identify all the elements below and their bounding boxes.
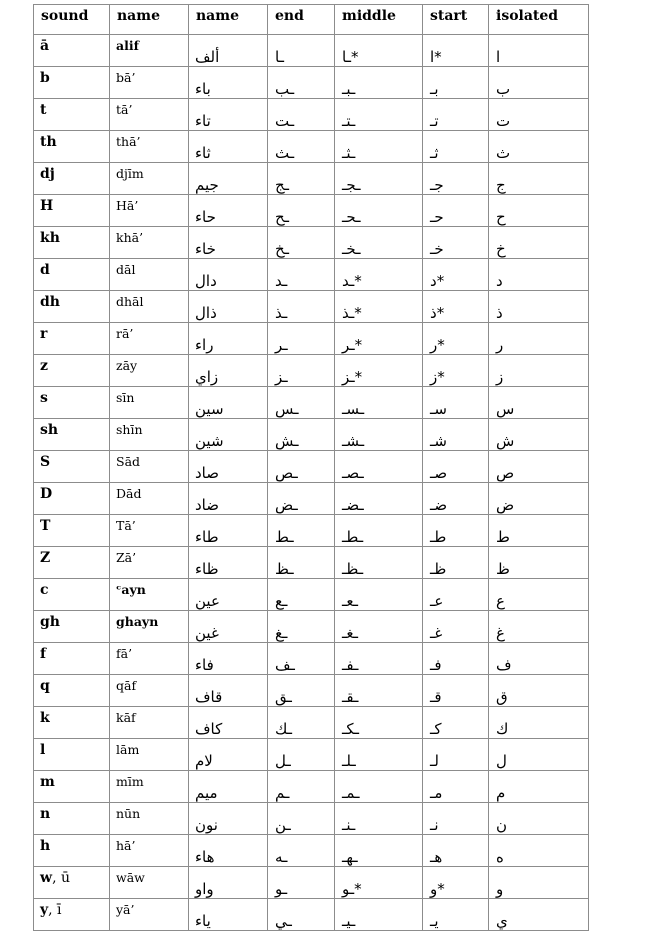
cell-start-form: تـ — [423, 99, 489, 131]
cell-name: thā’ — [110, 131, 189, 163]
cell-isolated-form: ح — [489, 195, 589, 227]
cell-name: nūn — [110, 803, 189, 835]
cell-isolated-form: و — [489, 867, 589, 899]
sound-letter: b — [40, 70, 50, 86]
cell-middle-form: ـغـ — [335, 611, 423, 643]
cell-sound — [34, 355, 110, 387]
table-row — [34, 451, 589, 483]
table-row — [34, 547, 589, 579]
cell-middle-form: ـمـ — [335, 771, 423, 803]
cell-isolated-form: د — [489, 259, 589, 291]
table-row — [34, 131, 589, 163]
cell-end-form: ـذ — [268, 291, 335, 323]
cell-arabic-name: شين — [189, 419, 268, 451]
sound-letter: t — [40, 102, 47, 118]
cell-end-form: ـع — [268, 579, 335, 611]
header-end: end — [268, 5, 335, 35]
cell-isolated-form: ت — [489, 99, 589, 131]
sound-letter: n — [40, 806, 51, 822]
cell-start-form: ظـ — [423, 547, 489, 579]
table-row — [34, 835, 589, 867]
header-middle: middle — [335, 5, 423, 35]
cell-middle-form: ـصـ — [335, 451, 423, 483]
cell-end-form: ـث — [268, 131, 335, 163]
cell-name: yā’ — [110, 899, 189, 931]
sound-letter: D — [40, 486, 53, 502]
cell-arabic-name: ضاد — [189, 483, 268, 515]
cell-middle-form: ـقـ — [335, 675, 423, 707]
cell-name: djīm — [110, 163, 189, 195]
table-row — [34, 195, 589, 227]
cell-sound — [34, 867, 110, 899]
cell-start-form: شـ — [423, 419, 489, 451]
sound-letter: S — [40, 454, 51, 470]
cell-sound — [34, 771, 110, 803]
table-row — [34, 99, 589, 131]
sound-letter: kh — [40, 230, 60, 246]
cell-middle-form: ـز* — [335, 355, 423, 387]
header-start: start — [423, 5, 489, 35]
cell-middle-form: ـثـ — [335, 131, 423, 163]
cell-start-form: هـ — [423, 835, 489, 867]
cell-arabic-name: باء — [189, 67, 268, 99]
cell-end-form: ـظ — [268, 547, 335, 579]
cell-sound — [34, 547, 110, 579]
cell-isolated-form: ا — [489, 35, 589, 67]
cell-isolated-form: ث — [489, 131, 589, 163]
cell-middle-form: ـر* — [335, 323, 423, 355]
cell-arabic-name: هاء — [189, 835, 268, 867]
table-row — [34, 707, 589, 739]
cell-middle-form: ـو* — [335, 867, 423, 899]
cell-arabic-name: جيم — [189, 163, 268, 195]
cell-arabic-name: ذال — [189, 291, 268, 323]
cell-isolated-form: ز — [489, 355, 589, 387]
cell-sound — [34, 99, 110, 131]
cell-end-form: ـن — [268, 803, 335, 835]
cell-start-form: حـ — [423, 195, 489, 227]
cell-middle-form: ـفـ — [335, 643, 423, 675]
cell-sound — [34, 739, 110, 771]
cell-arabic-name: عين — [189, 579, 268, 611]
sound-letter: w — [40, 870, 53, 886]
cell-sound — [34, 323, 110, 355]
cell-name: bā’ — [110, 67, 189, 99]
cell-sound — [34, 35, 110, 67]
cell-middle-form: ـسـ — [335, 387, 423, 419]
cell-arabic-name: طاء — [189, 515, 268, 547]
table-row — [34, 419, 589, 451]
cell-start-form: نـ — [423, 803, 489, 835]
header-row — [34, 5, 589, 35]
cell-end-form: ـد — [268, 259, 335, 291]
table-row — [34, 899, 589, 931]
arabic-alphabet-table — [33, 4, 589, 931]
sound-letter: c — [40, 582, 49, 598]
cell-name: ᶜayn — [110, 579, 189, 611]
table-row — [34, 515, 589, 547]
cell-name: kāf — [110, 707, 189, 739]
cell-end-form: ـر — [268, 323, 335, 355]
cell-start-form: ذ* — [423, 291, 489, 323]
sound-letter: m — [40, 774, 55, 790]
cell-name: alif — [110, 35, 189, 67]
cell-start-form: عـ — [423, 579, 489, 611]
cell-isolated-form: ب — [489, 67, 589, 99]
cell-name: Zā’ — [110, 547, 189, 579]
sound-letter: dh — [40, 294, 60, 310]
cell-sound — [34, 291, 110, 323]
cell-isolated-form: ش — [489, 419, 589, 451]
table-row — [34, 739, 589, 771]
cell-start-form: يـ — [423, 899, 489, 931]
sound-letter: k — [40, 710, 50, 726]
table-row — [34, 355, 589, 387]
cell-middle-form: ـيـ — [335, 899, 423, 931]
sound-letter: s — [40, 390, 48, 406]
cell-start-form: ضـ — [423, 483, 489, 515]
cell-name: ghayn — [110, 611, 189, 643]
cell-end-form: ـب — [268, 67, 335, 99]
cell-name: fā’ — [110, 643, 189, 675]
cell-name: tā’ — [110, 99, 189, 131]
cell-middle-form: ـهـ — [335, 835, 423, 867]
cell-sound — [34, 67, 110, 99]
cell-end-form: ـق — [268, 675, 335, 707]
table-row — [34, 483, 589, 515]
table-row — [34, 291, 589, 323]
cell-end-form: ـف — [268, 643, 335, 675]
cell-name: khā’ — [110, 227, 189, 259]
header-name: name — [110, 5, 189, 35]
cell-arabic-name: ياء — [189, 899, 268, 931]
cell-arabic-name: تاء — [189, 99, 268, 131]
cell-middle-form: ـعـ — [335, 579, 423, 611]
cell-arabic-name: دال — [189, 259, 268, 291]
sound-long-vowel: , ū — [52, 870, 70, 886]
cell-end-form: ـج — [268, 163, 335, 195]
cell-start-form: كـ — [423, 707, 489, 739]
cell-end-form: ـح — [268, 195, 335, 227]
cell-isolated-form: ل — [489, 739, 589, 771]
cell-middle-form: ـخـ — [335, 227, 423, 259]
cell-middle-form: ـضـ — [335, 483, 423, 515]
cell-arabic-name: ظاء — [189, 547, 268, 579]
cell-start-form: بـ — [423, 67, 489, 99]
cell-middle-form: ـكـ — [335, 707, 423, 739]
sound-long-vowel: , ī — [48, 902, 62, 918]
cell-sound — [34, 195, 110, 227]
sound-letter: r — [40, 326, 48, 342]
cell-sound — [34, 419, 110, 451]
cell-middle-form: ـتـ — [335, 99, 423, 131]
sound-letter: d — [40, 262, 50, 278]
sound-letter: Z — [40, 550, 51, 566]
cell-name: dhāl — [110, 291, 189, 323]
cell-sound — [34, 131, 110, 163]
cell-start-form: سـ — [423, 387, 489, 419]
sound-letter: h — [40, 838, 51, 854]
cell-arabic-name: حاء — [189, 195, 268, 227]
cell-end-form: ـخ — [268, 227, 335, 259]
table-row — [34, 803, 589, 835]
cell-start-form: فـ — [423, 643, 489, 675]
cell-middle-form: ـنـ — [335, 803, 423, 835]
cell-end-form: ـل — [268, 739, 335, 771]
cell-arabic-name: سين — [189, 387, 268, 419]
sound-letter: th — [40, 134, 57, 150]
header-isolated: isolated — [489, 5, 589, 35]
cell-name: zāy — [110, 355, 189, 387]
cell-start-form: مـ — [423, 771, 489, 803]
cell-sound — [34, 899, 110, 931]
cell-isolated-form: ذ — [489, 291, 589, 323]
table-row — [34, 35, 589, 67]
cell-sound — [34, 259, 110, 291]
cell-start-form: غـ — [423, 611, 489, 643]
cell-name: dāl — [110, 259, 189, 291]
cell-start-form: صـ — [423, 451, 489, 483]
cell-arabic-name: ألف — [189, 35, 268, 67]
cell-start-form: ر* — [423, 323, 489, 355]
table-row — [34, 579, 589, 611]
cell-end-form: ـم — [268, 771, 335, 803]
sound-letter: H — [40, 198, 54, 214]
cell-arabic-name: صاد — [189, 451, 268, 483]
cell-isolated-form: ن — [489, 803, 589, 835]
table-body — [34, 35, 589, 931]
cell-isolated-form: ط — [489, 515, 589, 547]
sound-letter: l — [40, 742, 46, 758]
cell-arabic-name: لام — [189, 739, 268, 771]
table-row — [34, 387, 589, 419]
cell-arabic-name: خاء — [189, 227, 268, 259]
cell-sound — [34, 675, 110, 707]
cell-name: lām — [110, 739, 189, 771]
cell-isolated-form: ق — [489, 675, 589, 707]
cell-arabic-name: فاء — [189, 643, 268, 675]
cell-name: rā’ — [110, 323, 189, 355]
cell-start-form: د* — [423, 259, 489, 291]
cell-name: Dād — [110, 483, 189, 515]
cell-sound — [34, 387, 110, 419]
cell-isolated-form: ي — [489, 899, 589, 931]
cell-name: Sād — [110, 451, 189, 483]
cell-sound — [34, 163, 110, 195]
sound-letter: f — [40, 646, 47, 662]
cell-middle-form: ـشـ — [335, 419, 423, 451]
cell-sound — [34, 227, 110, 259]
cell-middle-form: ـا* — [335, 35, 423, 67]
table-row — [34, 227, 589, 259]
cell-middle-form: ـلـ — [335, 739, 423, 771]
cell-end-form: ـغ — [268, 611, 335, 643]
cell-arabic-name: ميم — [189, 771, 268, 803]
cell-isolated-form: خ — [489, 227, 589, 259]
cell-end-form: ـا — [268, 35, 335, 67]
cell-start-form: ثـ — [423, 131, 489, 163]
cell-isolated-form: ض — [489, 483, 589, 515]
cell-sound — [34, 611, 110, 643]
cell-isolated-form: س — [489, 387, 589, 419]
table-header — [34, 5, 589, 35]
cell-start-form: خـ — [423, 227, 489, 259]
cell-arabic-name: واو — [189, 867, 268, 899]
cell-start-form: ا* — [423, 35, 489, 67]
cell-isolated-form: ك — [489, 707, 589, 739]
cell-name: Tā’ — [110, 515, 189, 547]
cell-middle-form: ـبـ — [335, 67, 423, 99]
table-row — [34, 867, 589, 899]
cell-end-form: ـس — [268, 387, 335, 419]
cell-name: Hā’ — [110, 195, 189, 227]
cell-arabic-name: زاي — [189, 355, 268, 387]
cell-name: shīn — [110, 419, 189, 451]
cell-end-form: ـط — [268, 515, 335, 547]
table-row — [34, 675, 589, 707]
cell-name: sīn — [110, 387, 189, 419]
cell-arabic-name: قاف — [189, 675, 268, 707]
cell-name: qāf — [110, 675, 189, 707]
cell-sound — [34, 483, 110, 515]
table-row — [34, 611, 589, 643]
cell-name: hā’ — [110, 835, 189, 867]
cell-arabic-name: راء — [189, 323, 268, 355]
sound-letter: T — [40, 518, 51, 534]
cell-start-form: جـ — [423, 163, 489, 195]
cell-sound — [34, 803, 110, 835]
cell-start-form: ز* — [423, 355, 489, 387]
sound-letter: z — [40, 358, 48, 374]
cell-middle-form: ـذ* — [335, 291, 423, 323]
sound-letter: y — [40, 902, 49, 918]
sound-letter: sh — [40, 422, 59, 438]
cell-arabic-name: غين — [189, 611, 268, 643]
cell-isolated-form: ظ — [489, 547, 589, 579]
cell-end-form: ـه — [268, 835, 335, 867]
sound-letter: dj — [40, 166, 55, 182]
cell-end-form: ـي — [268, 899, 335, 931]
cell-sound — [34, 707, 110, 739]
sound-letter: q — [40, 678, 50, 694]
header-arabic-name: name — [189, 5, 268, 35]
cell-end-form: ـو — [268, 867, 335, 899]
cell-sound — [34, 643, 110, 675]
sound-letter: gh — [40, 614, 60, 630]
cell-middle-form: ـجـ — [335, 163, 423, 195]
cell-start-form: قـ — [423, 675, 489, 707]
cell-isolated-form: ص — [489, 451, 589, 483]
cell-name: wāw — [110, 867, 189, 899]
cell-name: mīm — [110, 771, 189, 803]
cell-sound — [34, 835, 110, 867]
cell-start-form: طـ — [423, 515, 489, 547]
cell-sound — [34, 451, 110, 483]
cell-end-form: ـش — [268, 419, 335, 451]
cell-isolated-form: م — [489, 771, 589, 803]
cell-middle-form: ـحـ — [335, 195, 423, 227]
cell-middle-form: ـطـ — [335, 515, 423, 547]
cell-arabic-name: ثاء — [189, 131, 268, 163]
cell-start-form: لـ — [423, 739, 489, 771]
cell-end-form: ـت — [268, 99, 335, 131]
cell-isolated-form: ر — [489, 323, 589, 355]
cell-end-form: ـز — [268, 355, 335, 387]
cell-middle-form: ـظـ — [335, 547, 423, 579]
cell-end-form: ـص — [268, 451, 335, 483]
cell-isolated-form: ه — [489, 835, 589, 867]
cell-middle-form: ـد* — [335, 259, 423, 291]
cell-sound — [34, 579, 110, 611]
table-row — [34, 323, 589, 355]
table-row — [34, 67, 589, 99]
table-row — [34, 163, 589, 195]
alphabet-table-container — [33, 4, 589, 931]
cell-isolated-form: ع — [489, 579, 589, 611]
cell-arabic-name: كاف — [189, 707, 268, 739]
cell-isolated-form: غ — [489, 611, 589, 643]
cell-sound — [34, 515, 110, 547]
sound-letter: ā — [40, 38, 50, 54]
cell-start-form: و* — [423, 867, 489, 899]
cell-end-form: ـك — [268, 707, 335, 739]
cell-arabic-name: نون — [189, 803, 268, 835]
cell-end-form: ـض — [268, 483, 335, 515]
cell-isolated-form: ج — [489, 163, 589, 195]
table-row — [34, 643, 589, 675]
header-sound: sound — [34, 5, 110, 35]
table-row — [34, 259, 589, 291]
cell-isolated-form: ف — [489, 643, 589, 675]
table-row — [34, 771, 589, 803]
